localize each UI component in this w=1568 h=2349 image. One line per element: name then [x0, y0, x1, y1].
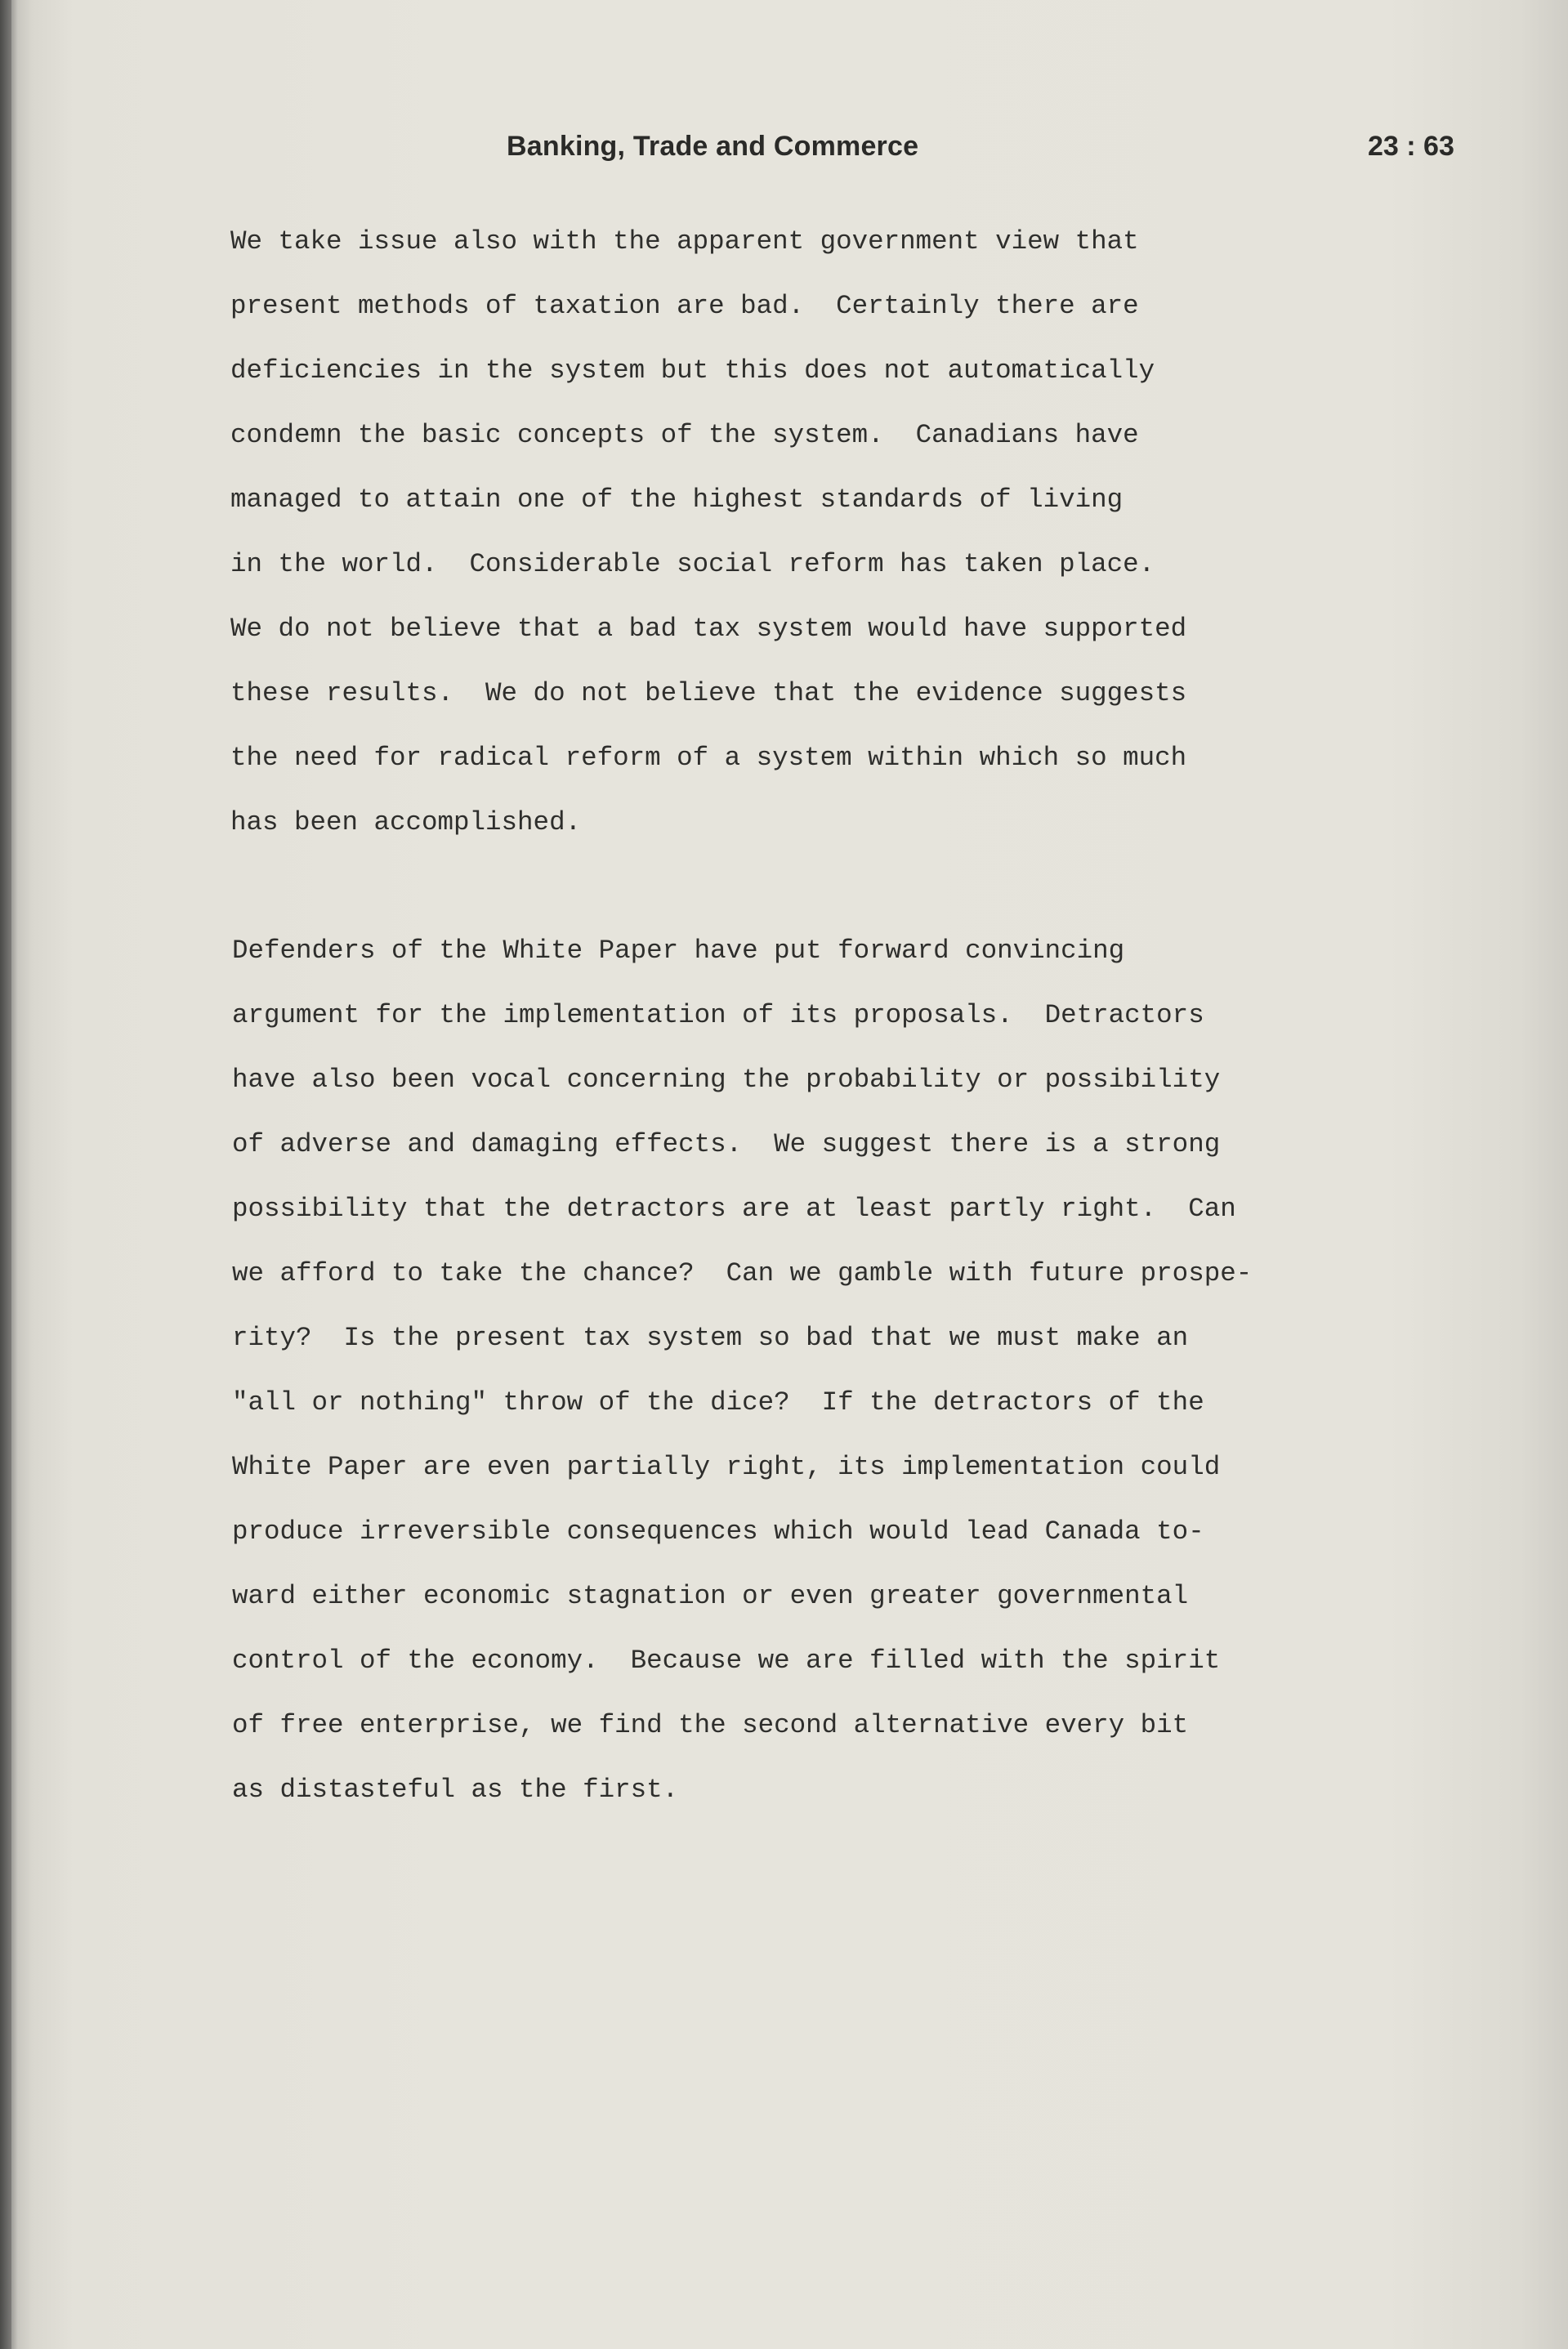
- paragraph-line: as distasteful as the first.: [232, 1775, 679, 1805]
- running-header-title: Banking, Trade and Commerce: [507, 131, 919, 162]
- paragraph-1: [230, 209, 1325, 855]
- paragraph-line: control of the economy. Because we are filled with the spirit: [232, 1646, 1221, 1676]
- paragraph-line: present methods of taxation are bad. Certainly there are: [230, 291, 1139, 321]
- paragraph-line: ward either economic stagnation or even greater governmental: [232, 1581, 1189, 1611]
- paragraph-line: possibility that the detractors are at least partly right. Can: [232, 1194, 1236, 1224]
- paragraph-line: Defenders of the White Paper have put forward convincing: [232, 936, 1125, 966]
- page-number: 23 : 63: [1368, 131, 1454, 162]
- paragraph-line: We do not believe that a bad tax system would have supported: [230, 614, 1187, 644]
- paragraph-line: deficiencies in the system but this does not automatically: [230, 355, 1155, 386]
- paragraph-line: managed to attain one of the highest standards of living: [230, 485, 1124, 515]
- paragraph-line: in the world. Considerable social reform has taken place.: [230, 549, 1155, 579]
- paragraph-line: of free enterprise, we find the second alternative every bit: [232, 1710, 1189, 1740]
- paragraph-line: argument for the implementation of its proposals. Detractors: [232, 1000, 1204, 1030]
- paragraph-line: White Paper are even partially right, its implementation could: [232, 1452, 1221, 1482]
- paragraph-2: [232, 918, 1351, 1822]
- paragraph-line: produce irreversible consequences which would lead Canada to-: [232, 1516, 1204, 1547]
- paragraph-line: "all or nothing" throw of the dice? If the detractors of the: [232, 1387, 1204, 1418]
- paragraph-line: rity? Is the present tax system so bad that we must make an: [232, 1323, 1189, 1353]
- paragraph-line: we afford to take the chance? Can we gamble with future prospe-: [232, 1258, 1253, 1288]
- paragraph-line: the need for radical reform of a system within which so much: [230, 743, 1187, 773]
- paragraph-line: condemn the basic concepts of the system. Canadians have: [230, 420, 1139, 450]
- paragraph-line: of adverse and damaging effects. We suggest there is a strong: [232, 1129, 1221, 1159]
- paragraph-line: have also been vocal concerning the probability or possibility: [232, 1065, 1221, 1095]
- book-spine-shadow: [0, 0, 11, 2349]
- paragraph-line: We take issue also with the apparent government view that: [230, 226, 1139, 257]
- paragraph-line: these results. We do not believe that the evidence suggests: [230, 678, 1187, 708]
- paragraph-line: has been accomplished.: [230, 807, 582, 837]
